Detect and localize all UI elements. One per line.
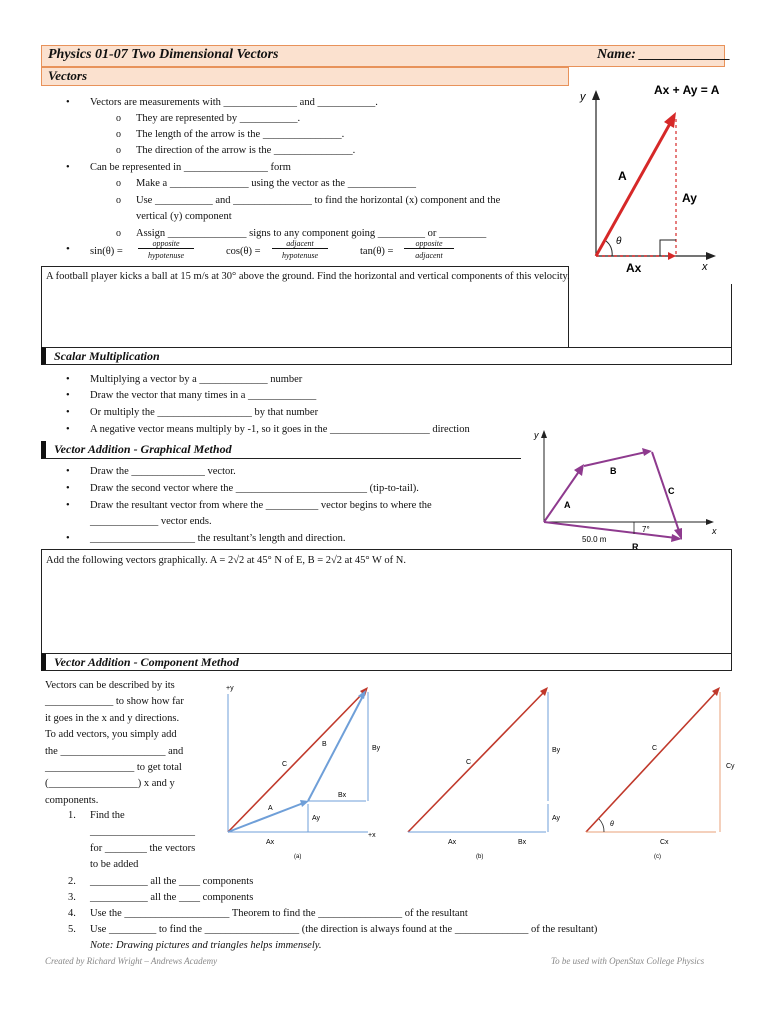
step-5: Use _________ to find the __________________ (the direction is always found at the ______________ of the resultant) (90, 924, 598, 935)
angle-label: 7° (642, 525, 650, 534)
drawing-note: Note: Drawing pictures and triangles helps immensely. (90, 940, 322, 951)
vectors-line-7: o Use ___________ and _______________ to find the horizontal (x) component and the (136, 193, 500, 210)
step-1-line-4: to be added (90, 859, 139, 871)
vectors-heading: Vectors (48, 68, 87, 83)
scalar-line-4: • A negative vector means multiply by -1, so it goes in the ___________________ direction (90, 422, 470, 439)
panel-c-cy-label: Cy (726, 763, 735, 770)
vector-b-line (584, 452, 646, 466)
step-1-line-2: ____________________ (90, 826, 195, 838)
vectors-line-1: • Vectors are measurements with ______________ and ___________. (90, 95, 378, 112)
graphical-heading: Vector Addition - Graphical Method (54, 442, 232, 456)
problem-1-divider (568, 284, 569, 348)
scalar-line-2: • Draw the vector that many times in a _____________ (90, 388, 316, 405)
step-3: ___________ all the ____ components (90, 892, 254, 903)
tan-numerator: opposite (404, 239, 454, 249)
step-3-number: 3. (68, 892, 76, 903)
y-axis-label: y (534, 430, 539, 440)
panel-b-by-label: By (552, 747, 561, 754)
panel-b-vector-c (408, 690, 546, 832)
panel-a-caption: (a) (294, 854, 302, 860)
component-method-figures (222, 680, 742, 864)
vectors-line-4: o The direction of the arrow is the _______________. (136, 143, 355, 160)
x-axis-label: x (702, 261, 708, 273)
sin-lhs: sin(θ) = (90, 246, 123, 257)
step-1-line-3: for ________ the vectors (90, 842, 196, 854)
scalar-heading: Scalar Multiplication (54, 349, 160, 363)
panel-b-c-label: C (466, 759, 472, 766)
vector-c-label: C (668, 486, 675, 496)
vector-a-line (596, 120, 672, 256)
vectors-line-8: vertical (y) component (136, 211, 232, 222)
step-2: ___________ all the ____ components (90, 876, 254, 887)
vector-addition-figure (530, 422, 730, 550)
name-field-label[interactable]: Name: _____________ (597, 47, 731, 62)
theta-arc (606, 241, 612, 256)
problem-1-right-edge (731, 284, 732, 348)
panel-a-c-label: C (282, 761, 288, 768)
step-2-number: 2. (68, 876, 76, 887)
vector-ax-label: Ax (626, 261, 642, 275)
panel-c-caption: (c) (654, 854, 661, 860)
tan-lhs: tan(θ) = (360, 246, 394, 257)
footer-credit: Created by Richard Wright – Andrews Academy (45, 956, 218, 966)
graphical-line-1: • Draw the ______________ vector. (90, 464, 236, 481)
vector-b-label: B (610, 466, 617, 476)
component-heading: Vector Addition - Component Method (54, 655, 239, 669)
graphical-line-4: _____________ vector ends. (90, 516, 212, 527)
vector-a-line (544, 470, 580, 522)
y-axis-arrow-icon (592, 90, 600, 100)
panel-c-cx-label: Cx (660, 839, 669, 846)
vector-r-label: R (632, 542, 639, 550)
panel-a-a-label: A (268, 805, 273, 812)
vectors-line-6: o Make a _______________ using the vector as the _____________ (136, 176, 416, 193)
intro-line-2: _____________ to show how far (45, 696, 184, 708)
x-axis-arrow-icon (706, 519, 714, 525)
vectors-line-3: o The length of the arrow is the _______________. (136, 127, 344, 144)
panel-a-ax-label: Ax (266, 839, 275, 846)
panel-a-by-label: By (372, 745, 381, 752)
vector-a-label: A (564, 500, 571, 510)
problem-2-text: Add the following vectors graphically. A = 2√2 at 45° N of E, B = 2√2 at 45° W of N. (46, 555, 406, 566)
panel-a-bx-label: Bx (338, 792, 347, 799)
vectors-line-2: o They are represented by ___________. (136, 111, 300, 128)
trig-formulas (90, 239, 570, 265)
cos-numerator: adjacent (272, 239, 328, 249)
sin-numerator: opposite (138, 239, 194, 249)
problem-1-text: A football player kicks a ball at 15 m/s at 30° above the ground. Find the horizontal and vertical components of this velocity. (46, 271, 570, 282)
y-axis-arrow-icon (541, 430, 547, 438)
plus-x-label: +x (368, 832, 376, 839)
panel-c-theta-arc (599, 819, 604, 832)
component-intro (45, 678, 184, 809)
intro-line-5: the ____________________ and (45, 745, 184, 757)
vector-a-arrow-icon (574, 464, 584, 476)
intro-line-8: components. (45, 794, 99, 806)
panel-b-ay-label: Ay (552, 815, 561, 822)
panel-b-ax-label: Ax (448, 839, 457, 846)
equation-label: Ax + Ay = A (654, 83, 720, 97)
panel-a-vector-b (308, 694, 364, 801)
vector-a-label: A (618, 169, 627, 183)
graphical-line-2: • Draw the second vector where the _________________________ (tip-to-tail). (90, 481, 419, 498)
page-title: Physics 01-07 Two Dimensional Vectors (48, 47, 279, 62)
vector-ax-arrow-icon (668, 252, 676, 260)
panel-a-ay-label: Ay (312, 815, 321, 822)
panel-a-vector-c (228, 690, 366, 832)
vector-ay-label: Ay (682, 191, 697, 205)
graphical-line-5: • ____________________ the resultant’s length and direction. (90, 531, 345, 548)
step-5-number: 5. (68, 924, 76, 935)
x-axis-label: x (712, 526, 717, 536)
footer-source: To be used with OpenStax College Physics (551, 956, 705, 966)
panel-c-theta-label: θ (610, 821, 614, 828)
panel-a-vector-a (228, 802, 306, 832)
vector-a-arrow-icon (664, 112, 676, 128)
plus-y-label: +y (226, 685, 234, 692)
intro-line-1: Vectors can be described by its (45, 680, 175, 691)
step-4-number: 4. (68, 908, 76, 919)
length-label: 50.0 m (582, 535, 607, 544)
sin-denominator: hypotenuse (148, 251, 184, 260)
scalar-line-1: • Multiplying a vector by a _____________ number (90, 372, 302, 389)
theta-label: θ (616, 236, 622, 247)
x-axis-arrow-icon (706, 252, 716, 260)
intro-line-3: it goes in the x and y directions. (45, 712, 180, 724)
panel-a-b-label: B (322, 741, 327, 748)
vector-components-figure (572, 78, 732, 278)
intro-line-7: (_________________) x and y (45, 778, 175, 790)
step-4: Use the ____________________ Theorem to find the ________________ of the resultant (90, 908, 468, 919)
intro-line-6: _________________ to get total (45, 762, 182, 774)
cos-denominator: hypotenuse (282, 251, 318, 260)
vector-r-line (544, 522, 676, 538)
intro-line-4: To add vectors, you simply add (45, 729, 177, 741)
tan-denominator: adjacent (415, 251, 443, 260)
trig-bullet: • (66, 243, 70, 255)
vectors-section-bar (41, 67, 569, 86)
graphical-line-3: • Draw the resultant vector from where the __________ vector begins to where the (90, 498, 432, 515)
panel-c-c-label: C (652, 745, 658, 752)
step-1-number: 1. (68, 810, 76, 821)
scalar-line-3: • Or multiply the __________________ by that number (90, 405, 318, 422)
cos-lhs: cos(θ) = (226, 246, 261, 257)
vectors-line-5: • Can be represented in ________________ form (90, 160, 291, 177)
panel-b-bx-label: Bx (518, 839, 527, 846)
vectors-line-9: o Assign _______________ signs to any component going _________ or _________ (136, 226, 486, 243)
y-axis-label: y (580, 91, 586, 103)
step-1-line-1: Find the (90, 810, 125, 821)
step-1 (90, 808, 195, 874)
panel-c-vector-c (586, 690, 718, 832)
panel-b-caption: (b) (476, 854, 484, 860)
vector-b-arrow-icon (642, 448, 652, 456)
